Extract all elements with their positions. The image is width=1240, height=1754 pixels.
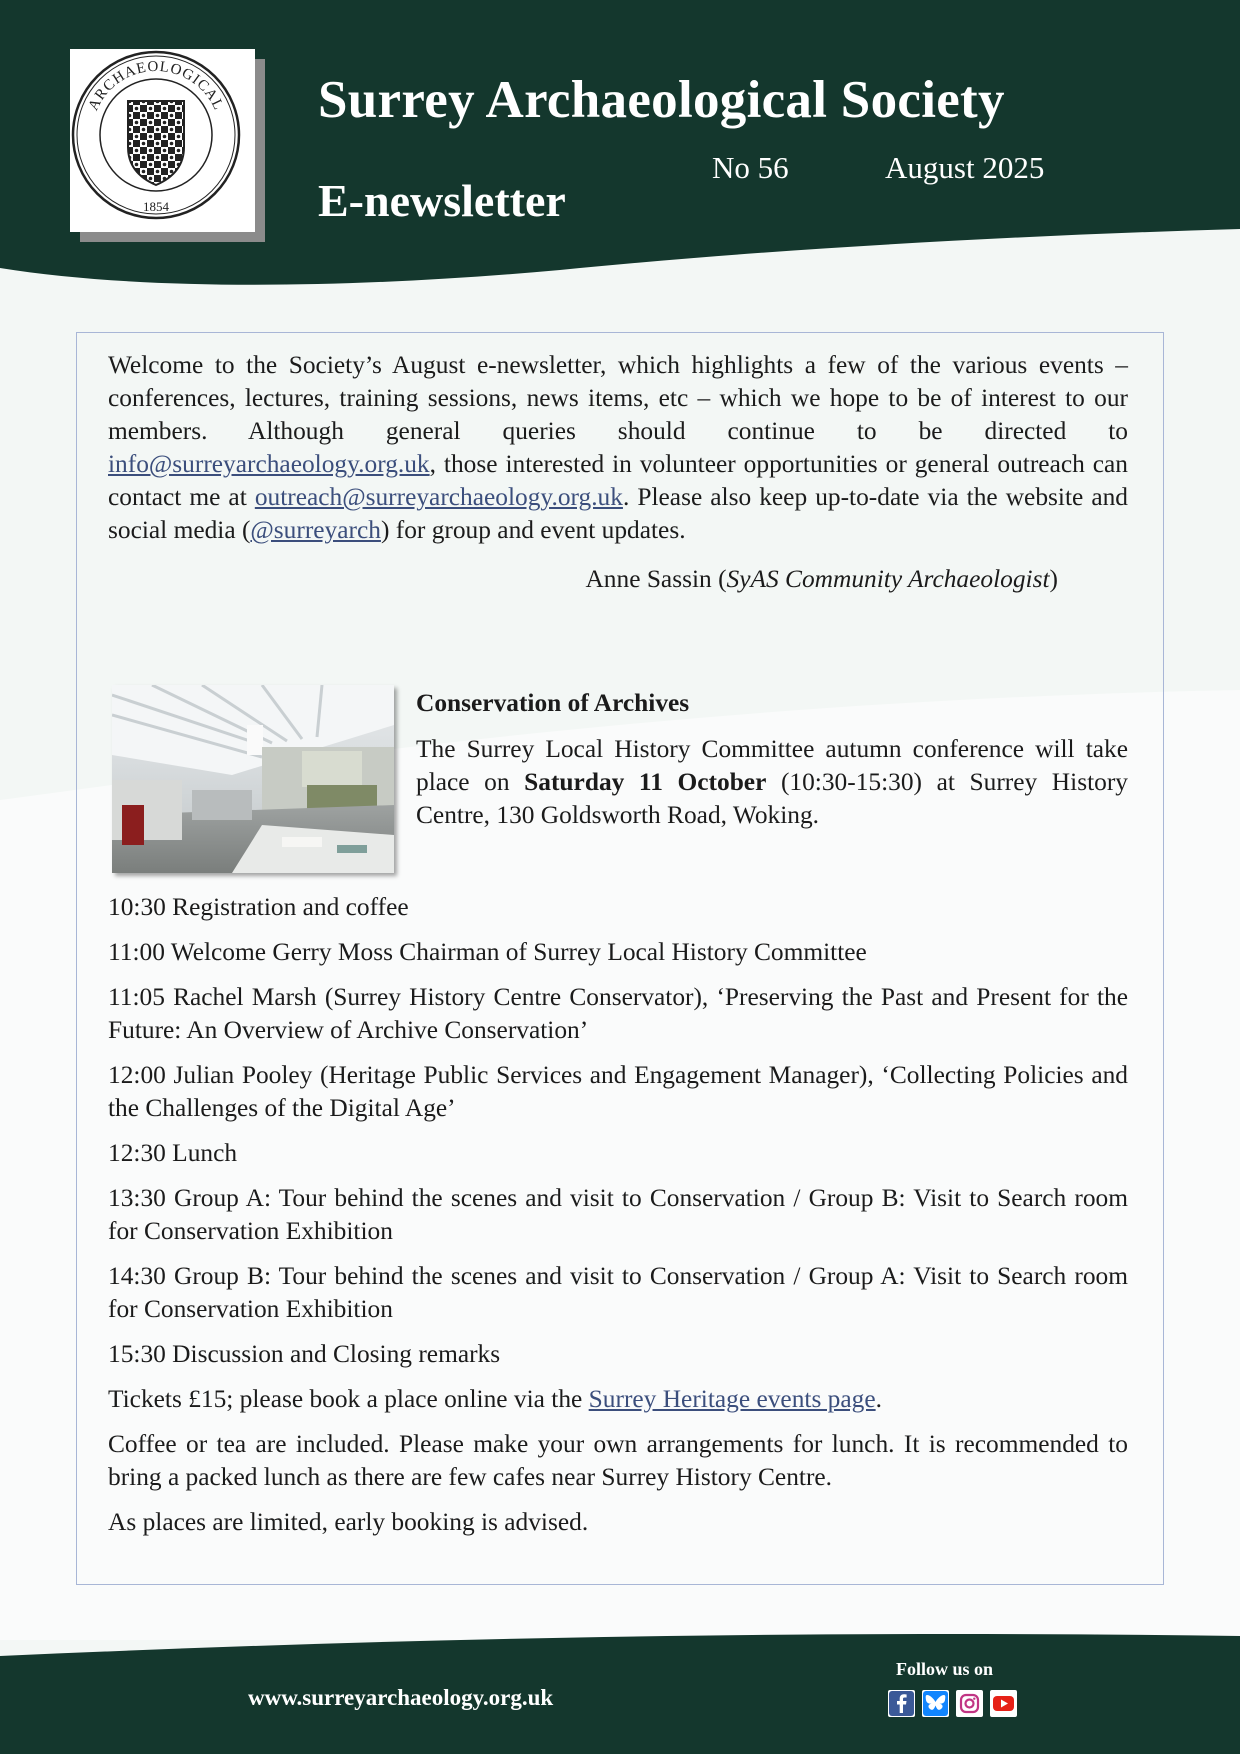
article-lead: The Surrey Local History Committee autumn conference will take place on Saturday 11 October (10:30-15:30) at Surrey History Centre, 130 Goldsworth Road, Woking. [416, 735, 1128, 829]
info-email-link[interactable]: info@surreyarchaeology.org.uk [108, 450, 430, 478]
bluesky-icon[interactable] [922, 1690, 949, 1717]
intro-text: . Please also keep up-to-date via the website and social media ( [108, 483, 1128, 544]
schedule-item: 10:30 Registration and coffee [108, 893, 409, 921]
newsletter-subtitle: E-newsletter [318, 175, 566, 226]
schedule-item: 11:05 Rachel Marsh (Surrey History Centre Conservator), ‘Preserving the Past and Present for the Future: An Overview of Archive Conservation’ [108, 983, 1128, 1044]
issue-date: August 2025 [885, 150, 1045, 185]
youtube-icon[interactable] [990, 1690, 1017, 1717]
schedule-item: 14:30 Group B: Tour behind the scenes and visit to Conservation / Group A: Visit to Search room for Conservation Exhibition [108, 1262, 1128, 1323]
issue-number: No 56 [712, 150, 789, 185]
intro-text: Welcome to the Society’s August e-newsletter, which highlights a few of the various events – conferences, lectures, training sessions, news items, etc – which we hope to be of interest to our members. Although general queries should continue to be directed to [108, 351, 1128, 445]
schedule-list [108, 891, 1128, 1551]
follow-label: Follow us on [896, 1659, 994, 1679]
events-page-link[interactable]: Surrey Heritage events page [588, 1385, 876, 1413]
article-title: Conservation of Archives [416, 689, 690, 717]
instagram-icon[interactable] [956, 1690, 983, 1717]
svg-text:ARCHAEOLOGICAL: ARCHAEOLOGICAL [85, 58, 227, 114]
schedule-item: 12:30 Lunch [108, 1139, 238, 1167]
schedule-item: 12:00 Julian Pooley (Heritage Public Services and Engagement Manager), ‘Collecting Policies and the Challenges of the Digital Age’ [108, 1061, 1128, 1122]
signature: Anne Sassin (SyAS Community Archaeologist) [585, 565, 1058, 593]
website-link[interactable]: www.surreyarchaeology.org.uk [248, 1685, 554, 1710]
booking-note: As places are limited, early booking is advised. [108, 1508, 589, 1536]
tickets-paragraph: Tickets £15; please book a place online via the Surrey Heritage events page. [108, 1385, 882, 1413]
lunch-note: Coffee or tea are included. Please make your own arrangements for lunch. It is recommended to bring a packed lunch as there are few cafes near Surrey History Centre. [108, 1430, 1128, 1491]
archive-room-photo [112, 685, 394, 873]
intro-text: ) for group and event updates. [380, 516, 686, 544]
facebook-icon[interactable] [888, 1690, 915, 1717]
social-handle-link[interactable]: @surreyarch [250, 516, 381, 544]
intro-paragraph [108, 349, 1128, 547]
svg-text:1854: 1854 [143, 199, 169, 214]
schedule-item: 15:30 Discussion and Closing remarks [108, 1340, 501, 1368]
intro-text: , those interested in volunteer opportunities or general outreach can contact me at [108, 450, 1128, 511]
schedule-item: 13:30 Group A: Tour behind the scenes and visit to Conservation / Group B: Visit to Search room for Conservation Exhibition [108, 1184, 1128, 1245]
outreach-email-link[interactable]: outreach@surreyarchaeology.org.uk [254, 483, 623, 511]
footer-banner [0, 1620, 1240, 1754]
newsletter-content [76, 332, 1164, 1585]
schedule-item: 11:00 Welcome Gerry Moss Chairman of Surrey Local History Committee [108, 938, 867, 966]
society-title: Surrey Archaeological Society [318, 71, 1005, 129]
footer-background [0, 1620, 1240, 1754]
